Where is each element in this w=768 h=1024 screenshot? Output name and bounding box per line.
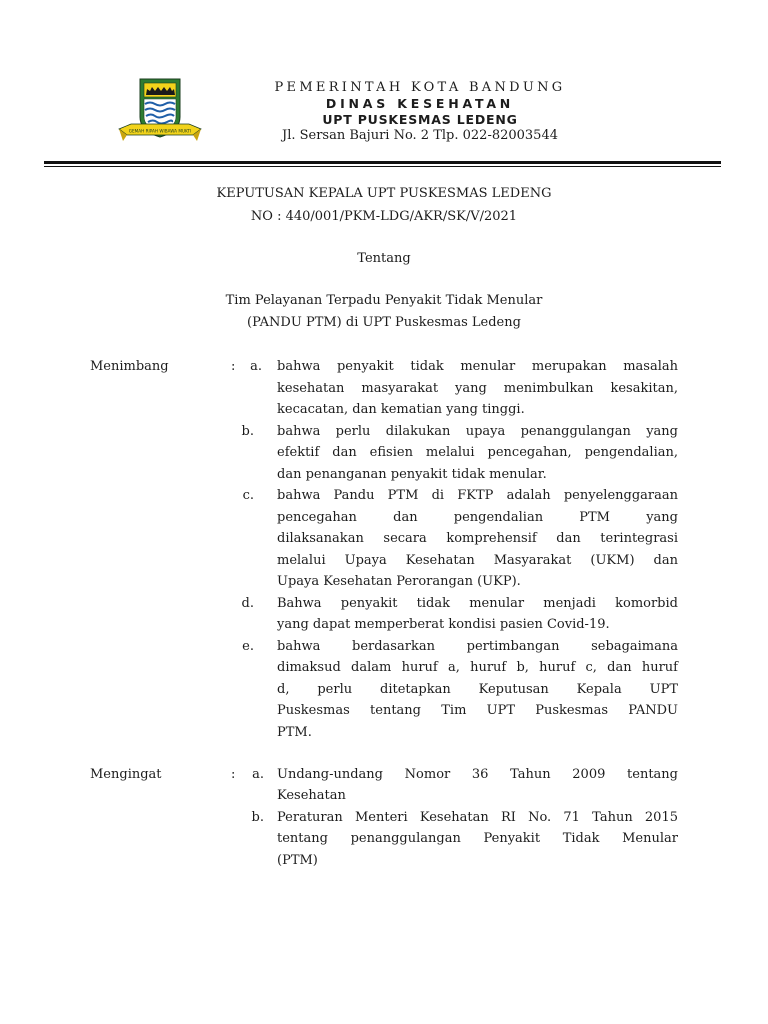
decree-about: Tentang xyxy=(357,251,411,266)
item-line: kecacatan, dan kematian yang tinggi. xyxy=(277,402,525,417)
item-marker: d. xyxy=(241,596,254,611)
item-line: pencegahan dan pengendalian PTM yang xyxy=(277,510,678,525)
item-line: dimaksud dalam huruf a, huruf b, huruf c, dan huruf xyxy=(277,660,678,675)
item-line: (PTM) xyxy=(277,853,318,868)
item-line: dan penanganan penyakit tidak menular. xyxy=(277,467,547,482)
item-marker: b. xyxy=(251,810,264,825)
letterhead-rule-thin xyxy=(44,166,721,167)
item-marker: a. xyxy=(250,359,262,374)
item-line: melalui Upaya Kesehatan Masyarakat (UKM) dan xyxy=(277,553,678,568)
item-line: bahwa berdasarkan pertimbangan sebagaimana xyxy=(277,639,678,654)
bandung-city-emblem xyxy=(117,77,203,145)
item-line: Upaya Kesehatan Perorangan (UKP). xyxy=(277,574,521,589)
letterhead-address: Jl. Sersan Bajuri No. 2 Tlp. 022-82003544 xyxy=(281,128,558,143)
decree-number: NO : 440/001/PKM-LDG/AKR/SK/V/2021 xyxy=(250,209,518,224)
item-line: bahwa penyakit tidak menular merupakan masalah xyxy=(277,359,678,374)
section-label-mengingat: Mengingat xyxy=(90,767,162,782)
section-colon: : xyxy=(231,359,236,374)
item-line: kesehatan masyarakat yang menimbulkan kesakitan, xyxy=(277,381,678,396)
section-label-menimbang: Menimbang xyxy=(90,359,169,374)
letterhead-agency: DINAS KESEHATAN xyxy=(325,96,515,111)
letterhead-rule-thick xyxy=(44,161,721,164)
item-line: d, perlu ditetapkan Keputusan Kepala UPT xyxy=(277,682,678,697)
item-line: bahwa perlu dilakukan upaya penanggulangan yang xyxy=(277,424,678,439)
item-line: dilaksanakan secara komprehensif dan terintegrasi xyxy=(277,531,678,546)
decree-subject-line-2: (PANDU PTM) di UPT Puskesmas Ledeng xyxy=(247,315,521,330)
item-marker: a. xyxy=(252,767,264,782)
item-line: yang dapat memperberat kondisi pasien Covid-19. xyxy=(277,617,610,632)
item-marker: e. xyxy=(242,639,254,654)
item-line: Bahwa penyakit tidak menular menjadi komorbid xyxy=(277,596,678,611)
letterhead-government: PEMERINTAH KOTA BANDUNG xyxy=(274,80,566,95)
item-marker: c. xyxy=(242,488,254,503)
item-line: Peraturan Menteri Kesehatan RI No. 71 Tahun 2015 xyxy=(277,810,678,825)
item-line: bahwa Pandu PTM di FKTP adalah penyelenggaraan xyxy=(277,488,678,503)
item-line: Kesehatan xyxy=(277,788,346,803)
decree-title: KEPUTUSAN KEPALA UPT PUSKESMAS LEDENG xyxy=(216,186,552,201)
letterhead-unit: UPT PUSKESMAS LEDENG xyxy=(322,112,518,127)
item-line: tentang penanggulangan Penyakit Tidak Menular xyxy=(277,831,678,846)
item-line: efektif dan efisien melalui pencegahan, pengendalian, xyxy=(277,445,678,460)
section-colon: : xyxy=(231,767,236,782)
item-line: PTM. xyxy=(277,725,312,740)
svg-text:GEMAH RIPAH WIBAWA MUKTI: GEMAH RIPAH WIBAWA MUKTI xyxy=(128,128,192,134)
item-line: Puskesmas tentang Tim UPT Puskesmas PANDU xyxy=(277,703,678,718)
decree-subject-line-1: Tim Pelayanan Terpadu Penyakit Tidak Menular xyxy=(225,293,543,308)
item-marker: b. xyxy=(241,424,254,439)
item-line: Undang-undang Nomor 36 Tahun 2009 tentang xyxy=(277,767,678,782)
